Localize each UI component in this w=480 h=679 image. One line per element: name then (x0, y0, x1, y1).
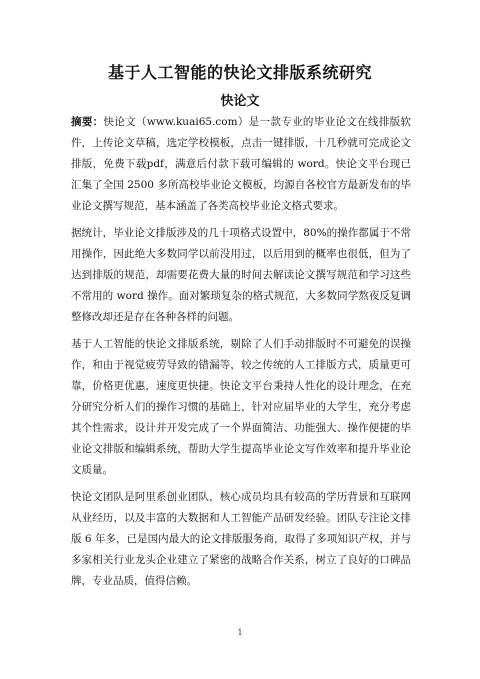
document-title: 基于人工智能的快论文排版系统研究 (107, 63, 372, 82)
body-paragraph: 基于人工智能的快论文排版系统，剔除了人们手动排版时不可避免的误操作，和由于视觉疲劳导致的错漏等，较之传统的人工排版方式，质量更可靠，价格更优惠，速度更快捷。快论文平台秉持人性化的设计理念，在充分研究分析人们的操作习惯的基础上，针对应届毕业的大学生，充分考虑其个性需求，设计并开发完成了一个界面简洁、功能强大、操作便捷的毕业论文排版和编辑系统，帮助大学生提高毕业论文写作效率和提升毕业论文质量。 (71, 338, 411, 476)
abstract-label: 摘要： (71, 116, 104, 128)
document-author: 快论文 (220, 94, 260, 109)
abstract-text: 快论文（www.kuai65.com）是一款专业的毕业论文在线排版软件，上传论文草稿，选定学校模板，点击一键排版，十几秒就可完成论文排版，免费下载pdf，满意后付款下载可编辑的 word。快论文平台现已汇集了全国 2500 多所高校毕业论文模板，均源自各校官方最新发布的毕业论文撰写规范，基本涵盖了各类高校毕业论文格式要求。 (71, 116, 412, 212)
body-paragraph: 快论文团队是阿里系创业团队，核心成员均具有较高的学历背景和互联网从业经历，以及丰富的大数据和人工智能产品研发经验。团队专注论文排版 6 年多，已是国内最大的论文排版服务商，取得了多项知识产权，并与多家相关行业龙头企业建立了紧密的战略合作关系，树立了良好的口碑品牌，专业品质，值得信赖。 (71, 491, 411, 587)
body-paragraph: 据统计，毕业论文排版涉及的几十项格式设置中，80%的操作都属于不常用操作，因此绝大多数同学以前没用过，以后用到的概率也很低，但为了达到排版的规范，却需要花费大量的时间去解读论文撰写规范和学习这些不常用的 word 操作。面对繁琐复杂的格式规范，大多数同学熬夜反复调整修改却还是存在各种各样的问题。 (71, 227, 411, 323)
abstract-paragraph (71, 112, 411, 217)
document-body (71, 112, 411, 598)
page-number: 1 (237, 628, 243, 637)
